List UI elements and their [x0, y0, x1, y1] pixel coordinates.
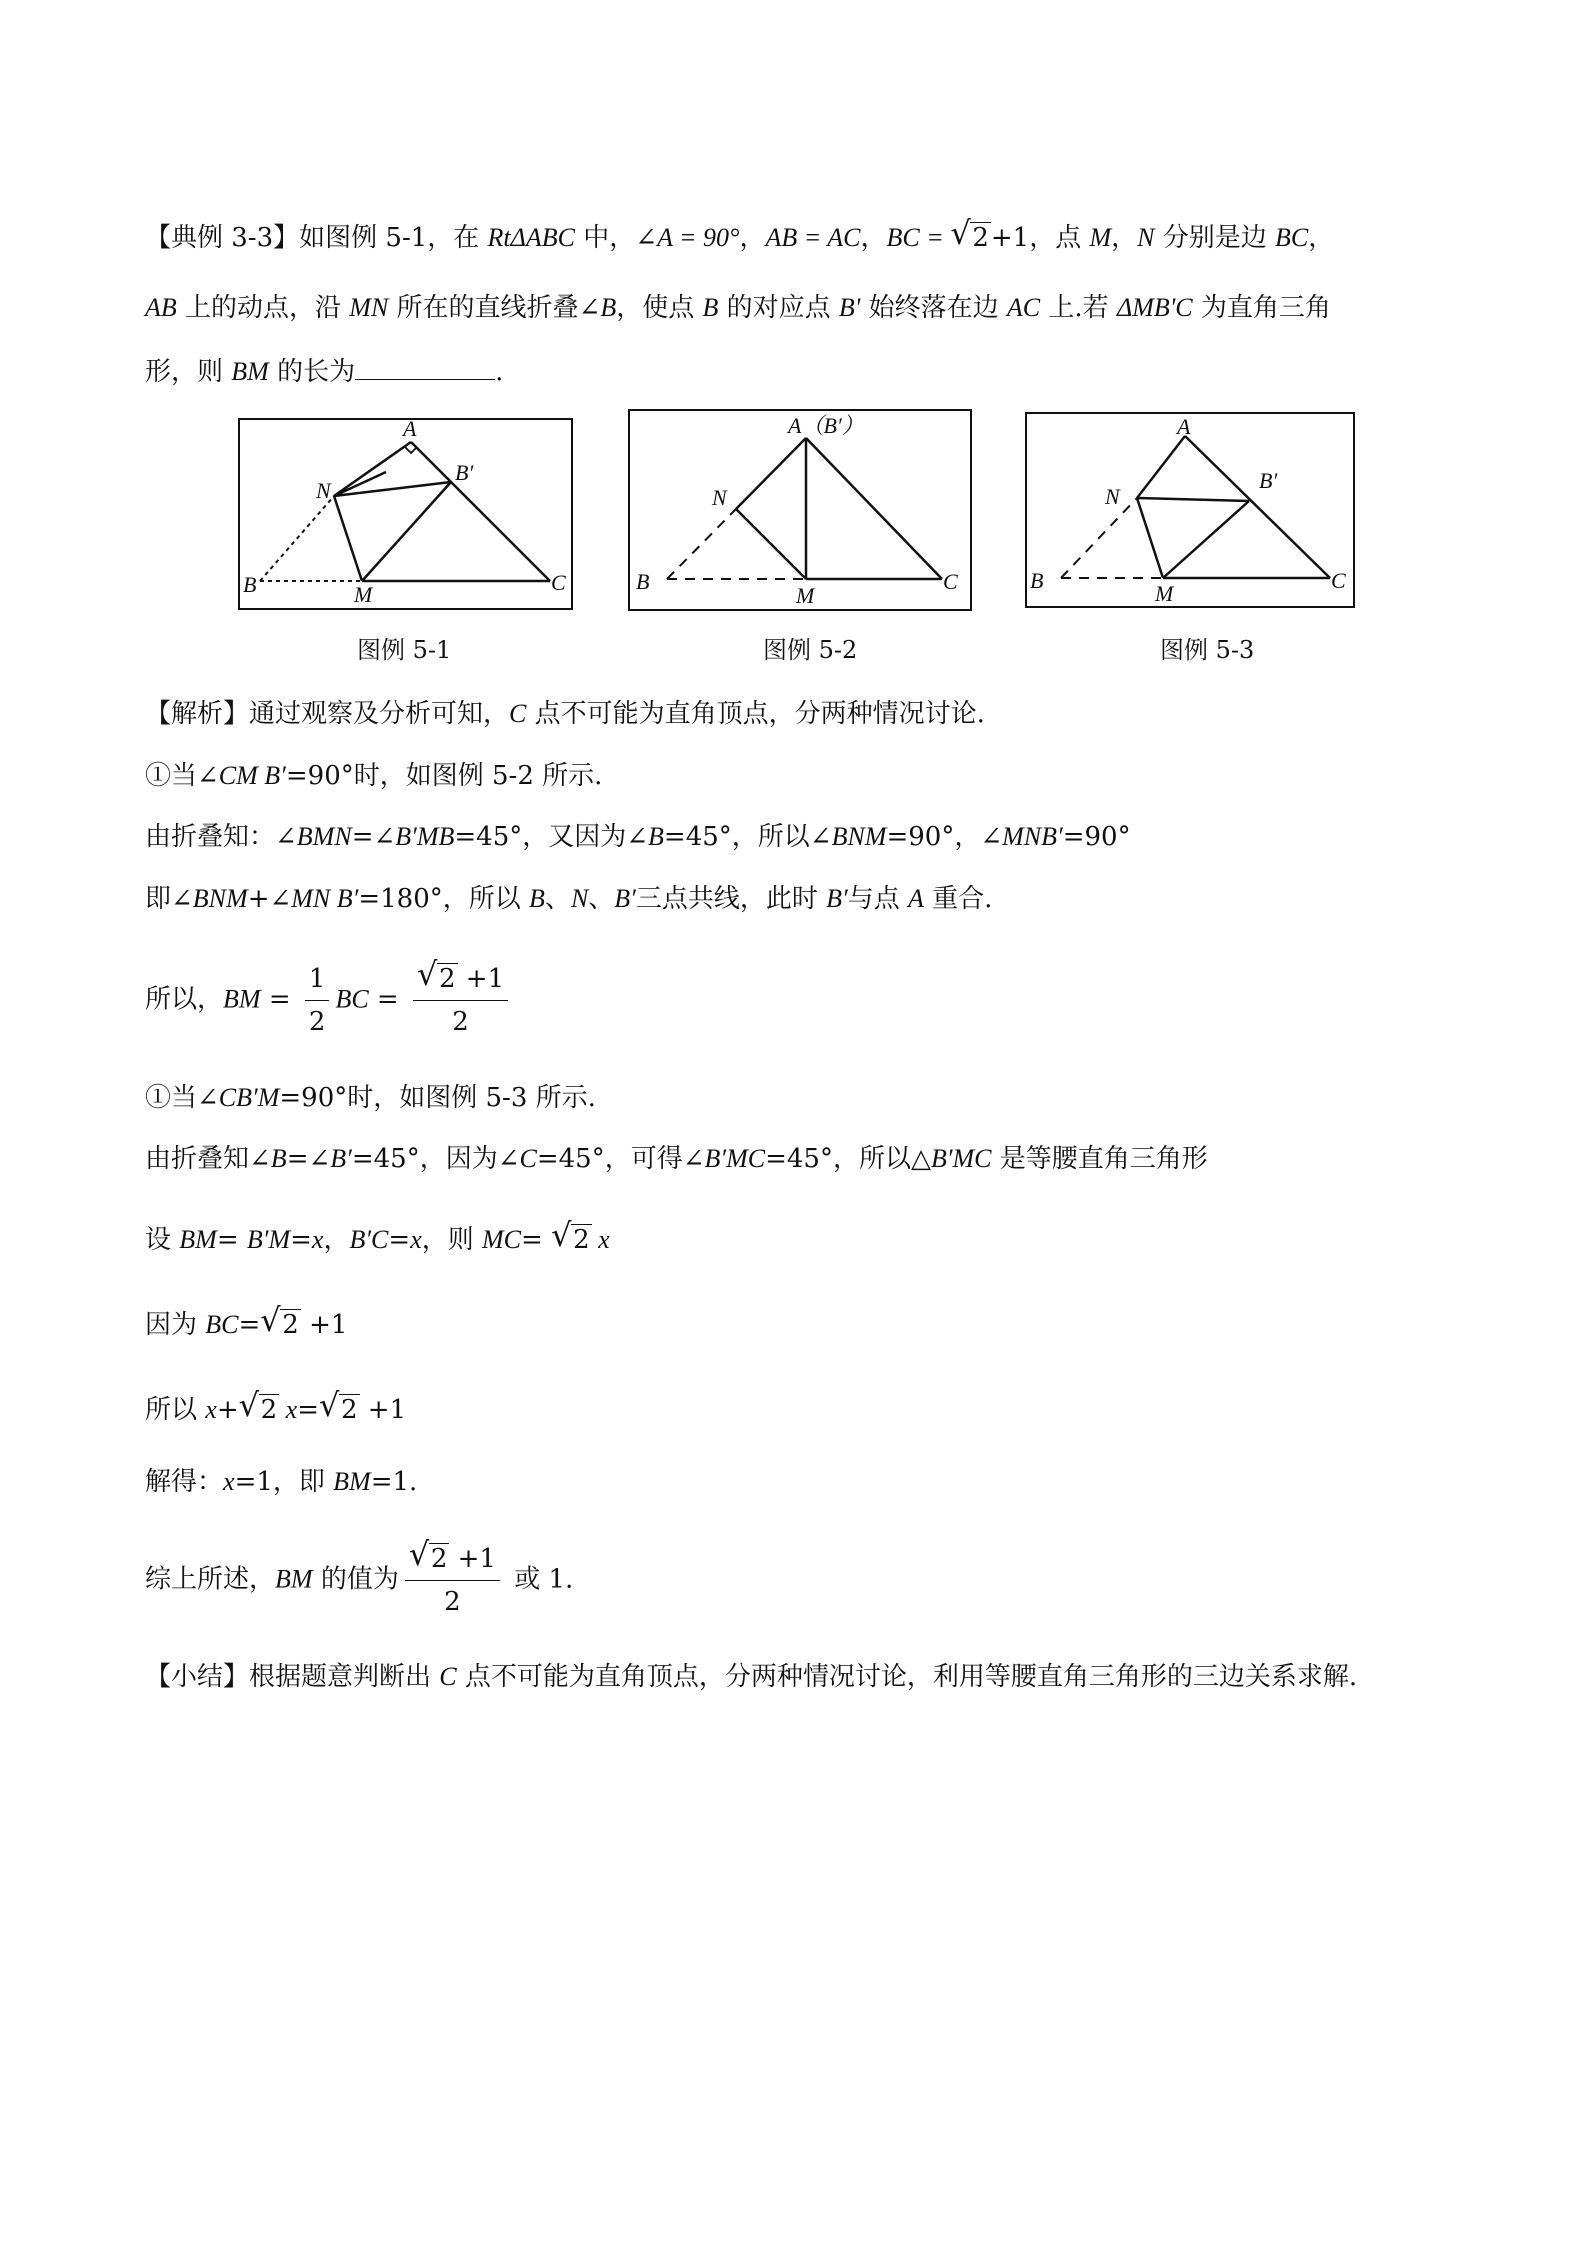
- figure-5-2: [628, 409, 972, 611]
- fold-mbp: [1163, 501, 1249, 578]
- problem-line-1: 【典例 3-3】如图例 5-1，在 RtΔABC 中，∠A = 90°，AB = AC，BC = √ 2+1，点 M，N 分别是边 BC，: [145, 218, 1334, 258]
- case1-fold: 由折叠知：∠BMN=∠B′MB=45°，又因为∠B=45°，所以∠BNM=90°，∠MNB′=90°: [145, 822, 1131, 852]
- fraction-half: $\frac{1}{2}$: [305, 960, 330, 1041]
- label-b: B: [636, 569, 650, 594]
- problem-line-2: AB 上的动点，沿 MN 所在的直线折叠∠B，使点 B 的对应点 B' 始终落在边 AC 上.若 ΔMB'C 为直角三角: [145, 293, 1331, 323]
- label-a: A: [403, 420, 417, 441]
- label-n: N: [712, 485, 727, 510]
- side-ac: [806, 438, 942, 579]
- side-ac: [411, 442, 550, 581]
- analysis-tag: 【解析】: [145, 699, 250, 729]
- right-angle-marker: [405, 447, 417, 453]
- analysis-intro: 【解析】通过观察及分析可知，C 点不可能为直角顶点，分两种情况讨论.: [145, 699, 985, 729]
- dashed-bn: [667, 509, 736, 579]
- figure-5-1-drawing: [240, 420, 571, 608]
- label-n: N: [316, 478, 331, 503]
- label-m: M: [796, 583, 815, 608]
- sqrt-expression: √ 2: [950, 218, 991, 258]
- case1-heading: ①当∠CM B′=90°时，如图例 5-2 所示.: [145, 761, 603, 791]
- side-ac: [1185, 436, 1330, 578]
- label-m: M: [354, 582, 373, 607]
- label-n: N: [1105, 484, 1120, 509]
- answer-blank: [355, 355, 495, 380]
- problem-line-3: 形，则 BM 的长为 .: [145, 357, 504, 387]
- fold-line-nm: [334, 496, 362, 581]
- figure-5-3: [1025, 412, 1355, 608]
- fold-line-nm: [1137, 498, 1163, 578]
- label-a: A: [1177, 414, 1191, 439]
- side-an: [736, 438, 806, 509]
- label-b: B: [243, 572, 257, 597]
- summary-tag: 【小结】: [145, 1662, 250, 1692]
- label-c: C: [1331, 568, 1346, 593]
- fraction-result: √ $\frac{2 +1}{2}$: [413, 960, 508, 1041]
- label-b: B: [1030, 568, 1044, 593]
- caption-5-1: 图例 5-1: [357, 636, 452, 664]
- example-tag: 【典例 3-3】: [145, 223, 300, 253]
- caption-5-2: 图例 5-2: [763, 636, 858, 664]
- dashed-bn: [260, 496, 334, 581]
- figure-5-3-drawing: [1027, 414, 1353, 606]
- case1-result: 所以，BM = $\frac{1}{2}$ BC = √ $\frac{2 +1}{2}$: [145, 960, 514, 1041]
- label-bprime: B′: [455, 460, 474, 485]
- dashed-bn: [1061, 498, 1137, 578]
- summary: 【小结】根据题意判断出 C 点不可能为直角顶点，分两种情况讨论，利用等腰直角三角形的三边关系求解.: [145, 1662, 1358, 1692]
- case2-heading: ①当∠CB′M=90°时，如图例 5-3 所示.: [145, 1083, 596, 1113]
- label-a-bprime: A（B′）: [788, 413, 864, 438]
- case1-collinear: 即∠BNM+∠MN B′=180°，所以 B、N、B′三点共线，此时 B′与点 A 重合.: [145, 884, 993, 914]
- fold-nbp: [1137, 498, 1249, 501]
- figure-5-1: [238, 418, 573, 610]
- label-c: C: [943, 569, 958, 594]
- caption-5-3: 图例 5-3: [1160, 636, 1255, 664]
- fraction-conclusion: √ $\frac{2 +1}{2}$: [405, 1540, 500, 1621]
- side-an: [1137, 436, 1185, 498]
- figure-5-2-drawing: [630, 411, 970, 609]
- label-m: M: [1155, 581, 1174, 606]
- case2-solution: 解得：x=1，即 BM=1.: [145, 1467, 418, 1497]
- label-c: C: [551, 570, 566, 595]
- case2-set: 设 BM= B′M=x，B′C=x，则 MC= √ 2 x: [145, 1220, 610, 1260]
- fold-mbp: [362, 482, 451, 581]
- case2-bc: 因为 BC=√ 2 +1: [145, 1305, 347, 1345]
- label-bprime: B′: [1259, 468, 1278, 493]
- fold-line-nm: [736, 509, 806, 579]
- case2-equation: 所以 x+√ 2 x=√ 2 +1: [145, 1390, 406, 1430]
- conclusion: 综上所述，BM 的值为 √ $\frac{2 +1}{2}$ 或 1.: [145, 1540, 573, 1621]
- case2-fold: 由折叠知∠B=∠B′=45°，因为∠C=45°，可得∠B′MC=45°，所以△B′MC 是等腰直角三角形: [145, 1144, 1208, 1174]
